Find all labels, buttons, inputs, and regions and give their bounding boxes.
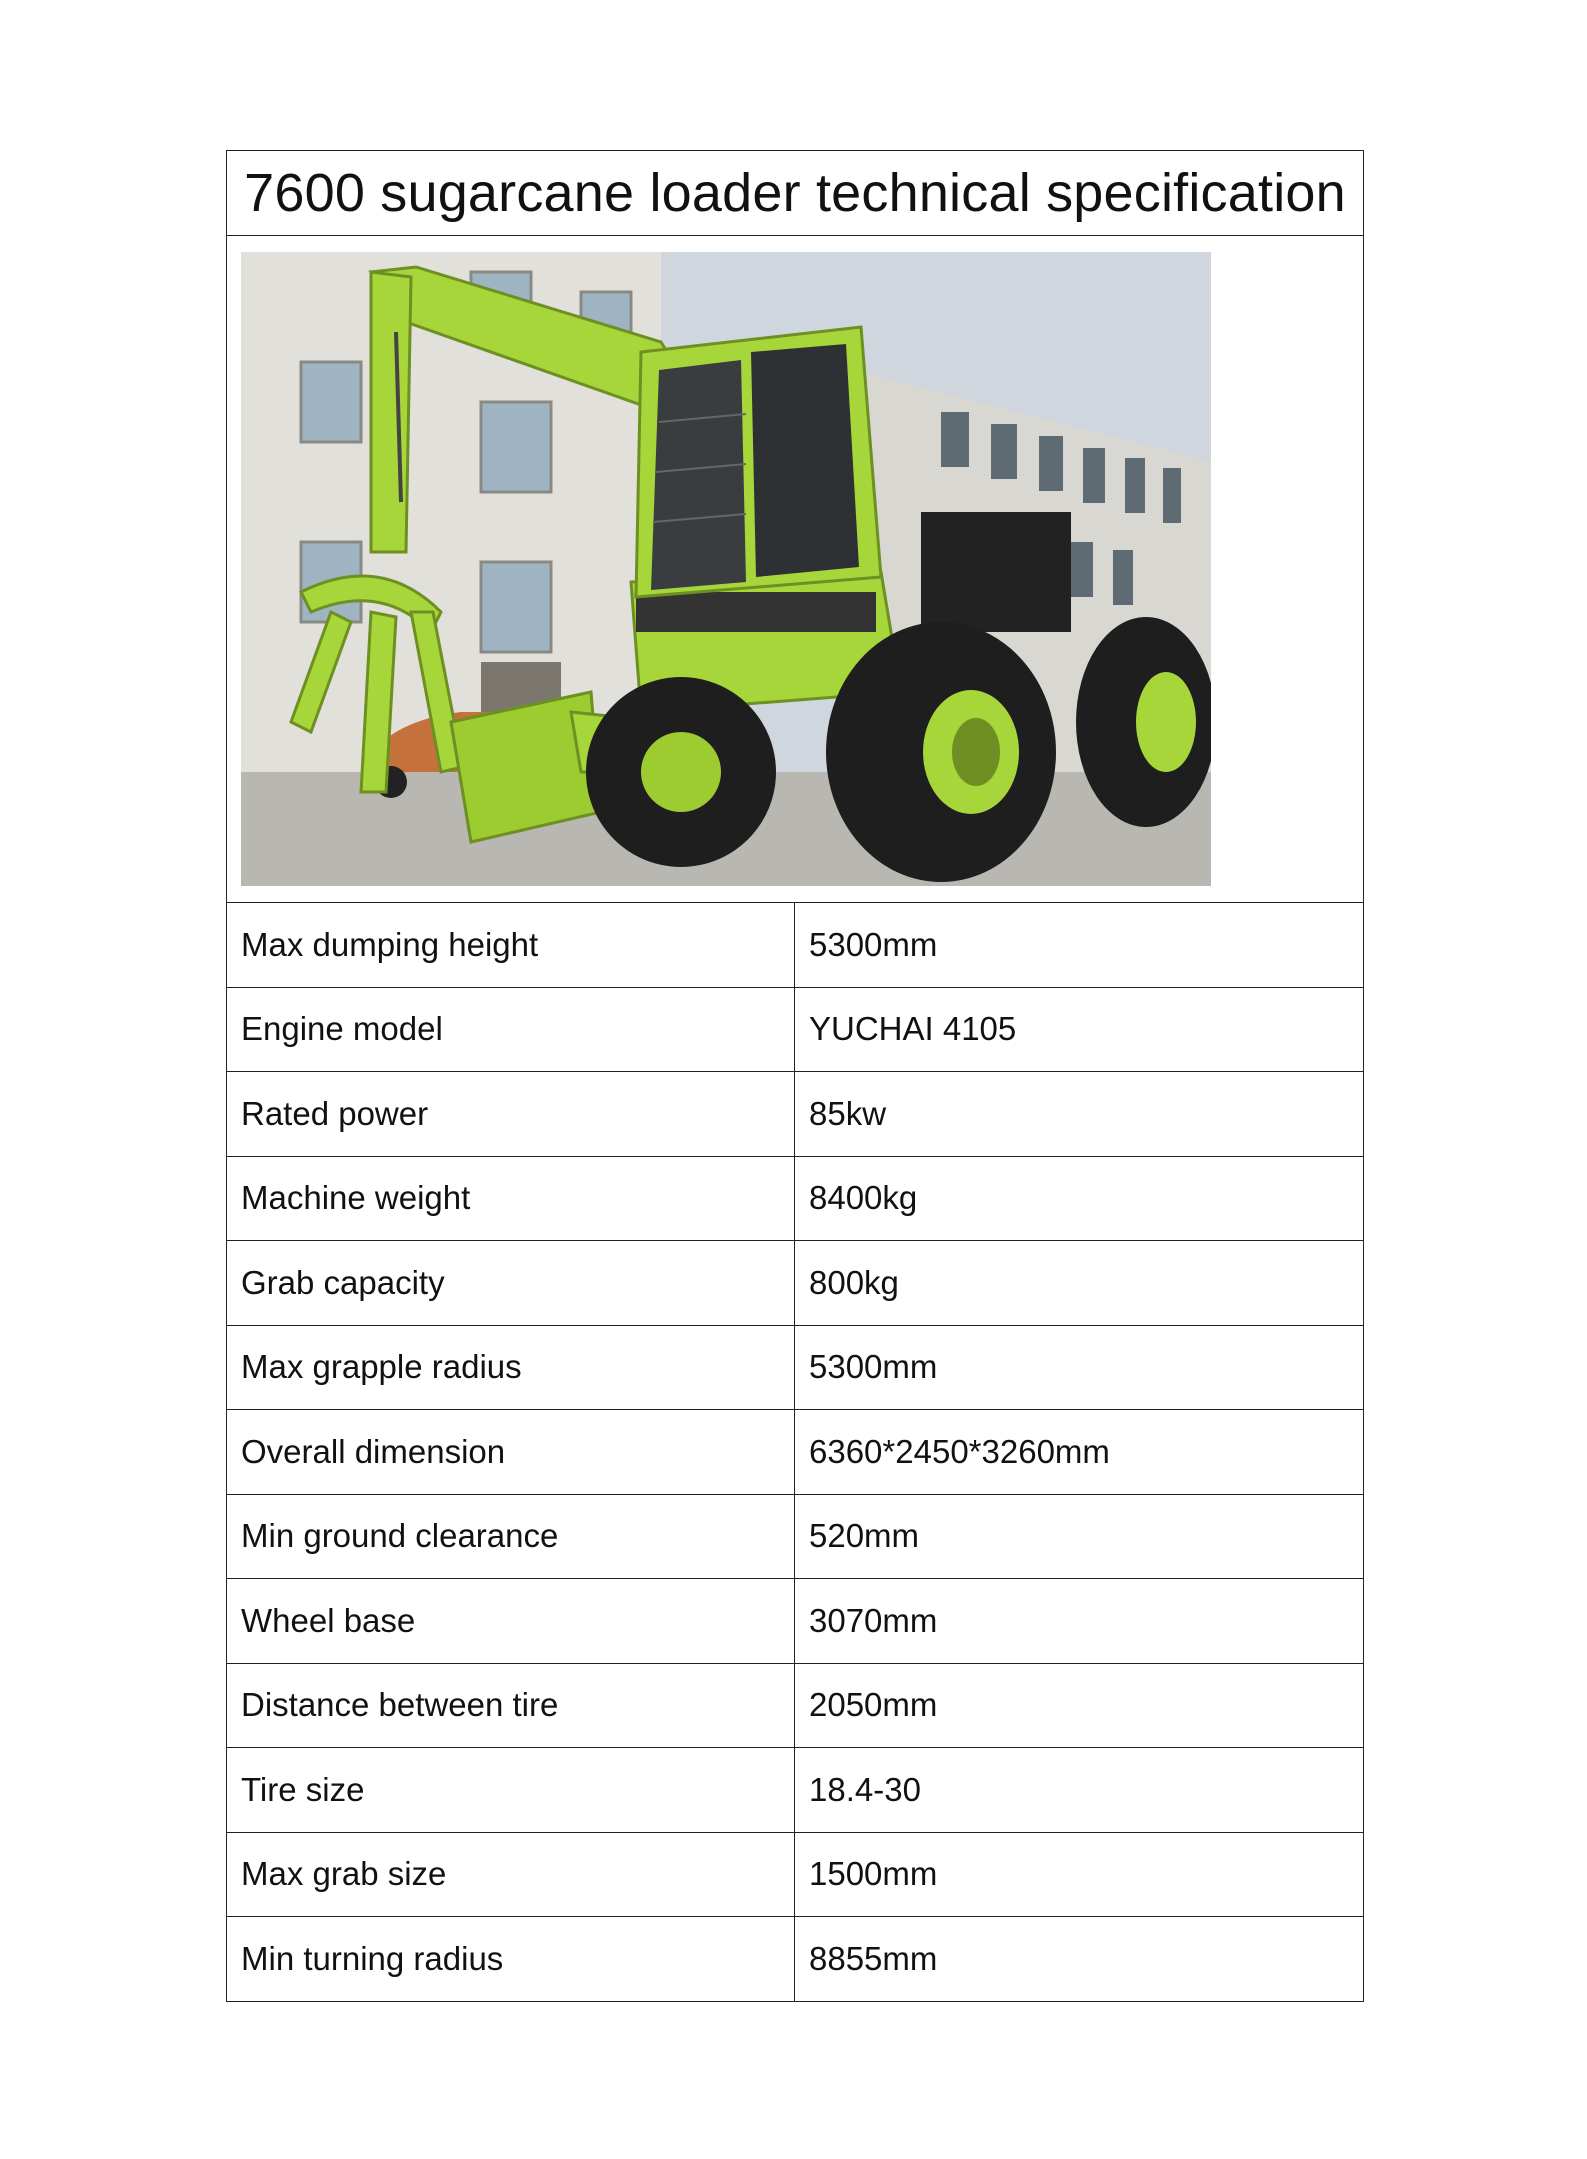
document-title: 7600 sugarcane loader technical specification	[227, 151, 1364, 236]
spec-value: 18.4-30	[795, 1748, 1364, 1833]
tire-front-left	[586, 677, 776, 867]
spec-value: 8400kg	[795, 1156, 1364, 1241]
photo-cell	[227, 236, 1364, 903]
spec-label: Min ground clearance	[227, 1494, 795, 1579]
spec-value: 1500mm	[795, 1832, 1364, 1917]
spec-label: Min turning radius	[227, 1917, 795, 2002]
spec-row	[227, 903, 1364, 988]
spec-value: 800kg	[795, 1241, 1364, 1326]
spec-label: Engine model	[227, 987, 795, 1072]
spec-label: Wheel base	[227, 1579, 795, 1664]
spec-label: Distance between tire	[227, 1663, 795, 1748]
spec-value: 3070mm	[795, 1579, 1364, 1664]
spec-row	[227, 1579, 1364, 1664]
spec-row	[227, 1494, 1364, 1579]
spec-row	[227, 1325, 1364, 1410]
spec-row	[227, 1748, 1364, 1833]
spec-value: 5300mm	[795, 903, 1364, 988]
spec-value: 520mm	[795, 1494, 1364, 1579]
spec-value: 6360*2450*3260mm	[795, 1410, 1364, 1495]
spec-row	[227, 987, 1364, 1072]
spec-label: Overall dimension	[227, 1410, 795, 1495]
spec-table	[226, 150, 1364, 2002]
spec-label: Max dumping height	[227, 903, 795, 988]
spec-row	[227, 1663, 1364, 1748]
spec-value: YUCHAI 4105	[795, 987, 1364, 1072]
spec-label: Rated power	[227, 1072, 795, 1157]
spec-label: Machine weight	[227, 1156, 795, 1241]
spec-label: Grab capacity	[227, 1241, 795, 1326]
spec-label: Tire size	[227, 1748, 795, 1833]
spec-row	[227, 1917, 1364, 2002]
spec-row	[227, 1072, 1364, 1157]
spec-row	[227, 1410, 1364, 1495]
spec-label: Max grab size	[227, 1832, 795, 1917]
spec-row	[227, 1156, 1364, 1241]
spec-row	[227, 1241, 1364, 1326]
spec-value: 2050mm	[795, 1663, 1364, 1748]
spec-value: 85kw	[795, 1072, 1364, 1157]
spec-label: Max grapple radius	[227, 1325, 795, 1410]
spec-value: 5300mm	[795, 1325, 1364, 1410]
spec-value: 8855mm	[795, 1917, 1364, 2002]
spec-row	[227, 1832, 1364, 1917]
sugarcane-loader-photo	[241, 252, 1211, 886]
